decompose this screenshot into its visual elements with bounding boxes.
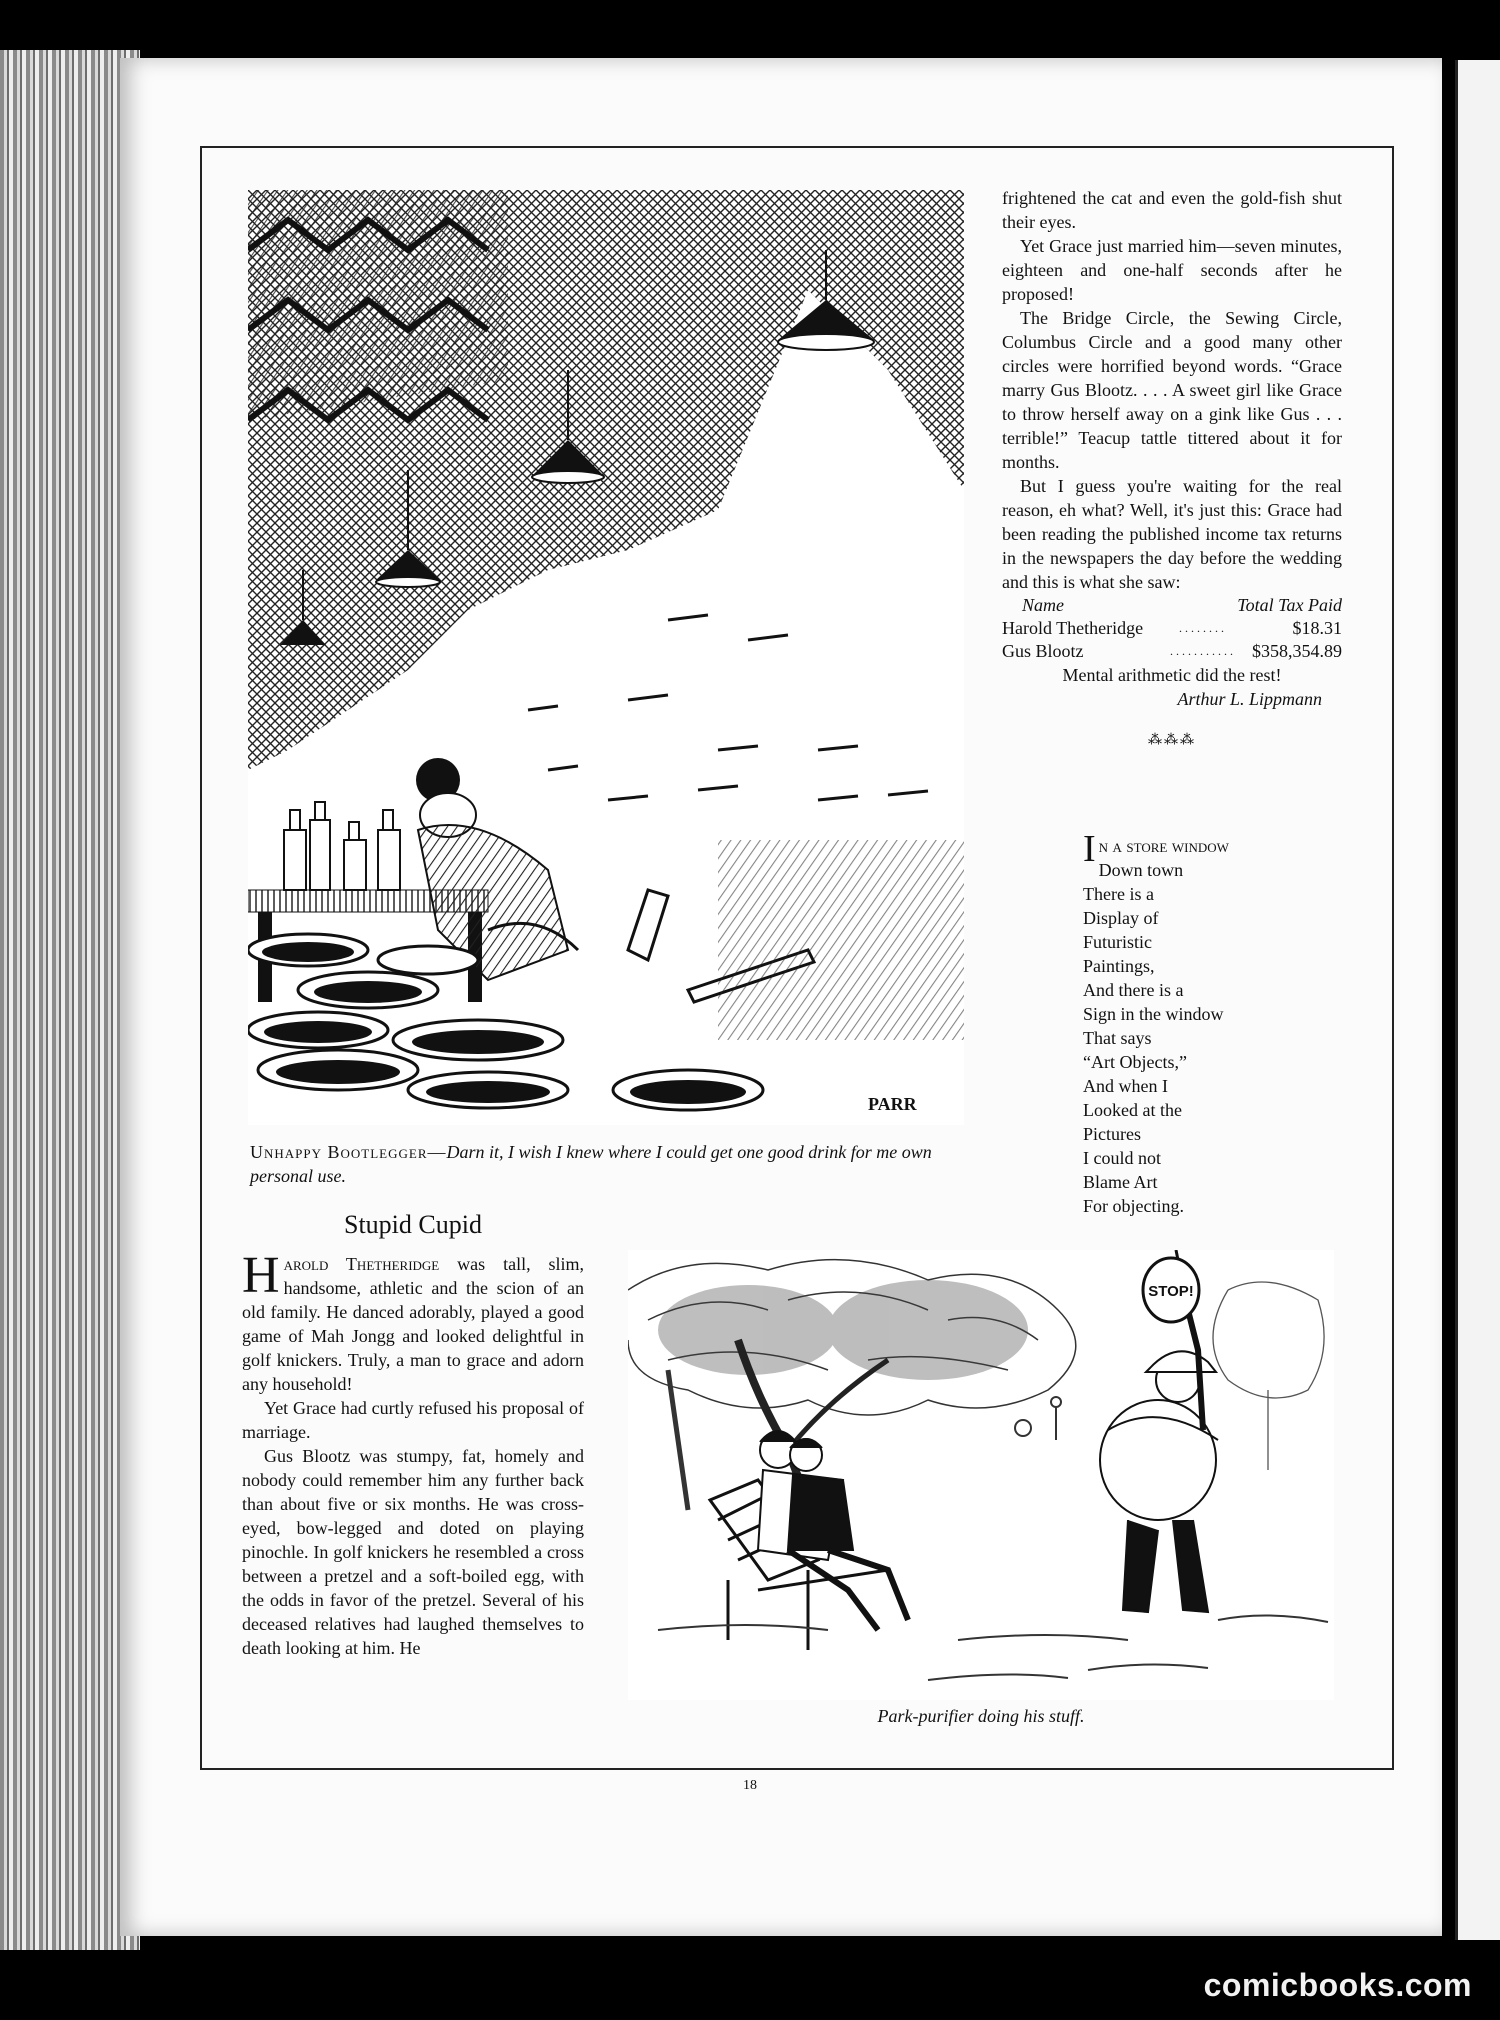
poem-line: Paintings, (1083, 956, 1155, 976)
book-page-edges (0, 50, 140, 1950)
tax-row (1002, 640, 1342, 663)
tax-row-dots: . . . . . . . . (1179, 621, 1225, 635)
tax-table (1002, 594, 1342, 663)
poem-line: Pictures (1083, 1124, 1141, 1144)
poem-line: For objecting. (1083, 1196, 1184, 1216)
park-purifier-cartoon (628, 1250, 1334, 1700)
paragraph: The Bridge Circle, the Sewing Circle, Columbus Circle and a good many other circles were horrified beyond words. “Grace marry Gus Blootz. . . . A sweet girl like Grace to throw herself away on a gink like Gus . . . terrible!” Teacup tattle tittered about it for months. (1002, 308, 1342, 472)
tax-row-name: Harold Thetheridge (1002, 618, 1144, 638)
author-signature: Arthur L. Lippmann (1177, 689, 1322, 709)
caption-lead: Unhappy Bootlegger— (250, 1142, 447, 1162)
tax-header-name: Name (1022, 595, 1064, 615)
adjacent-page-edge (1455, 60, 1500, 1940)
caption-text: Darn it, I wish I knew where I could get one good drink for me own personal use. (250, 1142, 932, 1186)
poem-line: And when I (1083, 1076, 1168, 1096)
paragraph (242, 1247, 584, 1396)
cartoon1-signature: PARR (868, 1094, 917, 1114)
tax-row-dots: . . . . . . . . . . . (1170, 644, 1234, 658)
poem-first-line: n a store window (1098, 836, 1229, 856)
poem-line: That says (1083, 1028, 1152, 1048)
poem-line: Looked at the (1083, 1100, 1182, 1120)
poem-line: Sign in the window (1083, 1004, 1224, 1024)
poem-line: Display of (1083, 908, 1159, 928)
page-number: 18 (743, 1778, 757, 1793)
tax-row (1002, 617, 1342, 640)
paragraph: But I guess you're waiting for the real reason, eh what? Well, it's just this: Grace had been reading the published income tax returns in the newspapers the day before the wedding and this is what she saw: (1002, 476, 1342, 592)
paragraph: Yet Grace had curtly refused his proposal of marriage. (242, 1398, 584, 1442)
store-window-poem (1083, 828, 1303, 1218)
ornament-divider: ⁂⁂⁂ (1148, 733, 1196, 748)
poem-line: Down town (1098, 860, 1184, 880)
poem-line: Futuristic (1083, 932, 1153, 952)
poem-line: And there is a (1083, 980, 1184, 1000)
bootlegger-cartoon (248, 190, 964, 1125)
story-title: Stupid Cupid (344, 1210, 482, 1239)
poem-dropcap: I (1083, 828, 1096, 870)
story-first-paragraph: was tall, slim, handsome, athletic and the scion of an old family. He danced adorably, played a good game of Mah Jongg and looked delightful in golf knickers. Truly, a man to grace and adorn any household! (242, 1254, 584, 1394)
poem-line: I could not (1083, 1148, 1161, 1168)
story-first-words: arold Thetheridge (283, 1254, 440, 1274)
poem-line: “Art Objects,” (1083, 1052, 1187, 1072)
right-column-text (1002, 186, 1342, 779)
tax-row-name: Gus Blootz (1002, 641, 1084, 661)
tax-header-total: Total Tax Paid (1237, 595, 1342, 615)
park-cartoon-drawing (628, 1250, 1334, 1700)
park-caption: Park-purifier doing his stuff. (877, 1706, 1085, 1726)
paragraph: frightened the cat and even the gold-fish shut their eyes. (1002, 188, 1342, 232)
paragraph: Gus Blootz was stumpy, fat, homely and nobody could remember him any further back than about five or six months. He was cross-eyed, bow-legged and doted on playing pinochle. In golf knickers he resembled a cross between a pretzel and a soft-boiled egg, with the odds in favor of the pretzel. Several of his deceased relatives had laughed themselves to death looking at him. He (242, 1446, 584, 1658)
bootlegger-caption (250, 1140, 990, 1188)
closing-line: Mental arithmetic did the rest! (1062, 665, 1282, 685)
tax-row-amount: $358,354.89 (1252, 641, 1342, 661)
poem-line: There is a (1083, 884, 1154, 904)
stop-sign-text: STOP! (1148, 1283, 1194, 1300)
paragraph: Yet Grace just married him—seven minutes, eighteen and one-half seconds after he proposed! (1002, 236, 1342, 304)
story-column (242, 1247, 584, 1660)
tax-row-amount: $18.31 (1292, 618, 1342, 638)
watermark-logo: comicbooks.com (1203, 1967, 1472, 2003)
story-dropcap: H (242, 1247, 280, 1304)
poem-line: Blame Art (1083, 1172, 1158, 1192)
bootlegger-cartoon-drawing (248, 190, 964, 1125)
